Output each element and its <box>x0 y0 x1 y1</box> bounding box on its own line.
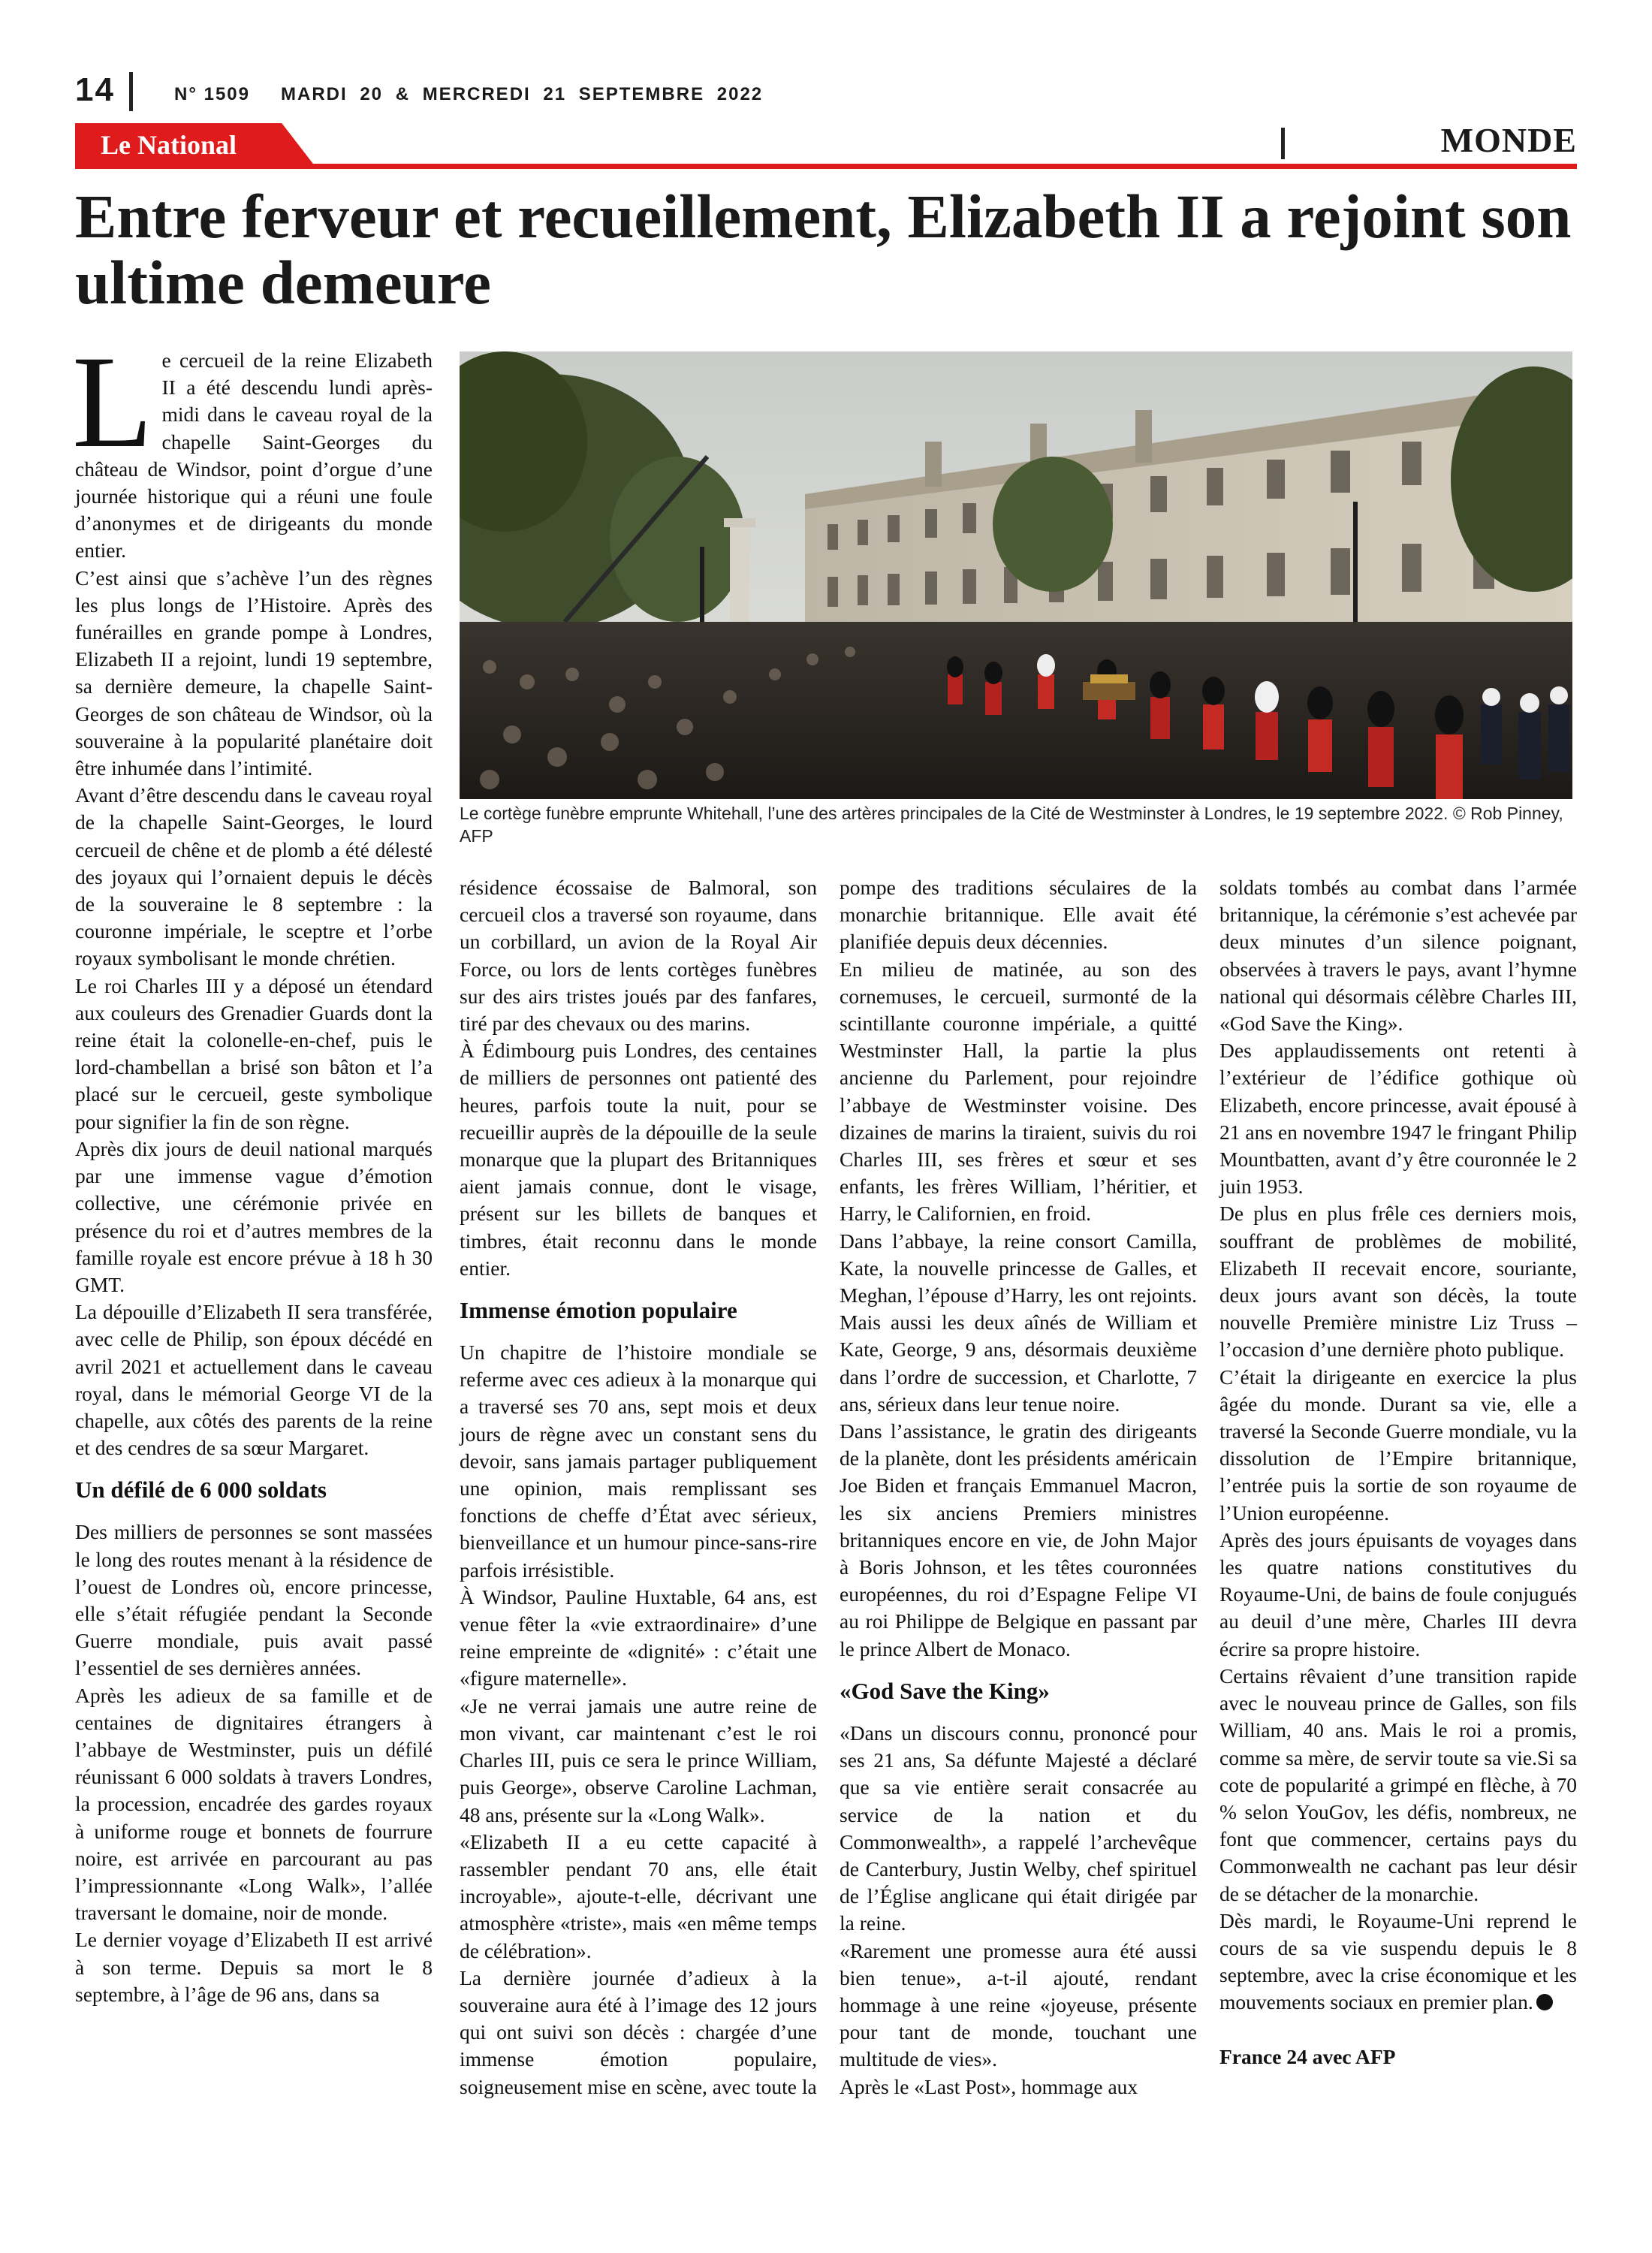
paragraph: Des milliers de personnes se sont massées le long des routes menant à la résidence de l’ouest de Londres où, encore princesse, elle s’était réfugiée pendant la Seconde Guerre mondiale, puis avait passé l’essentiel de ses dernières années. <box>75 1520 433 1680</box>
header-rule <box>75 164 1577 169</box>
paragraph: Avant d’être descendu dans le caveau royal de la chapelle Saint-Georges, le lourd cercueil de chêne et de plomb a été délesté des joyaux qui l’ornaient depuis le décès de la souveraine le 8 septembre : la couronne impériale, le sceptre et l’orbe royaux symbolisant le monde chrétien. <box>75 783 433 970</box>
paragraph: Après les adieux de sa famille et de centaines de dignitaires étrangers à l’abbaye de Westminster, puis un défilé réunissant 6 000 soldats à travers Londres, la procession, encadrée des gardes royaux à uniforme rouge et bonnets de fourrure noire, est arrivée en parcourant au pas l’impressionnante «Long Walk», l’allée traversant le domaine, noir de monde. <box>75 1683 433 1925</box>
paragraph: Un chapitre de l’histoire mondiale se referme avec ces adieux à la monarque qui a traversé ses 70 ans, sept mois et deux jours de règne avec un constant sens du devoir, sans jamais partager publiquement une opinion, mais remplissant ses fonctions de cheffe d’État avec sérieux, bienveillance et un humour pince-sans-rire parfois irrésistible. <box>460 1341 817 1582</box>
subheading: Immense émotion populaire <box>460 1297 737 1324</box>
issue-number: N° 1509 <box>174 84 250 104</box>
final-paragraph <box>1219 1908 1577 2016</box>
end-of-article-icon <box>1536 1994 1553 2010</box>
paragraph: résidence écossaise de Balmoral, son cercueil clos a traversé son royaume, dans un corbillard, un avion de la Royal Air Force, ou lors de lents cortèges funèbres sur des airs tristes joués par des fanfares, tiré par des chevaux ou des marins. <box>460 876 817 1036</box>
paragraph: soldats tombés au combat dans l’armée britannique, la cérémonie s’est achevée par deux minutes d’un silence poignant, observées à travers le pays, avant l’hymne national qui désormais célèbre Charles III, «God Save the King». <box>1219 876 1577 1036</box>
paragraph: «Elizabeth II a eu cette capacité à rassembler pendant 70 ans, elle était incroyable», ajoute-t-elle, décrivant une atmosphère «triste», mais «en même temps de célébration». <box>460 1829 817 1962</box>
dateline: MARDI 20 & MERCREDI 21 SEPTEMBRE 2022 <box>281 84 764 104</box>
subheading: Un défilé de 6 000 soldats <box>75 1476 327 1504</box>
photo-caption: Le cortège funèbre emprunte Whitehall, l’une des artères principales de la Cité de Westminster à Londres, le 19 septembre 2022. © Rob Pinney, AFP <box>460 804 1563 846</box>
paragraph: Certains rêvaient d’une transition rapide avec le nouveau prince de Galles, son fils William, 40 ans. Mais le roi a promis, comme sa mère, de servir toute sa vie.Si sa cote de popularité a grimpé en flèche, à 70 % selon YouGov, les défis, nombreux, ne font que commencer, certains pays du Commonwealth ne cachant pas leur désir de se détacher de la monarchie. <box>1219 1663 1577 1905</box>
paragraph: En milieu de matinée, au son des cornemuses, le cercueil, surmonté de la scintillante couronne impériale, a quitté Westminster Hall, la partie la plus ancienne du Parlement, pour rejoindre l’abbaye de Westminster voisine. Des dizaines de marins la tiraient, suivis du roi Charles III, ses frères et sœur et ses enfants, les frères William, l’héritier, et Harry, le Californien, en froid. <box>840 957 1197 1226</box>
article-byline: France 24 avec AFP <box>1219 2044 1396 2068</box>
paragraph: La dernière journée d’adieux à la souveraine aura été à l’image des 12 jours qui ont suivi son décès : chargée d’une immense émotion populaire, soigneusement mise en scène, avec toute la <box>460 1965 817 2098</box>
paragraph: Après des jours épuisants de voyages dans les quatre nations constitutives du Royaume-Uni, de bains de foule conjugués au deuil d’une mère, Charles III devra écrire sa propre histoire. <box>1219 1528 1577 1660</box>
lead-text: e cercueil de la reine Elizabeth II a été descendu lundi après-midi dans le caveau royal de la chapelle Saint-Georges du château de Windsor, point d’orgue d’une journée historique qui a réuni une foule d’anonymes et de dirigeants du monde entier. <box>75 348 433 562</box>
paragraph: Des applaudissements ont retenti à l’extérieur de l’édifice gothique où Elizabeth, encore princesse, avait épousé à 21 ans en novembre 1947 le fringant Philip Mountbatten, avant d’y être couronnée le 2 juin 1953. <box>1219 1039 1577 1199</box>
paragraph: Dans l’abbaye, la reine consort Camilla, Kate, la nouvelle princesse de Galles, et Meghan, l’épouse d’Harry, les ont rejoints. Mais aussi les deux aînés de William et Kate, George, 9 ans, désormais deuxième dans l’ordre de succession, et Charlotte, 7 ans, sérieux dans leur tenue noire. <box>840 1229 1197 1416</box>
paragraph: «Je ne verrai jamais une autre reine de mon vivant, car maintenant c’est le roi Charles III, puis ce sera le prince William, puis George», observe Caroline Lachman, 48 ans, présente sur la «Long Walk». <box>460 1694 817 1826</box>
paragraph: Le roi Charles III y a déposé un étendard aux couleurs des Grenadier Guards dont la reine était la colonelle-en-chef, puis le lord-chambellan a brisé son bâton et l’a placé sur le cercueil, geste symbolique pour signifier la fin de son règne. <box>75 973 433 1133</box>
paragraph: Le dernier voyage d’Elizabeth II est arrivé à son terme. Depuis sa mort le 8 septembre, à l’âge de 96 ans, dans sa <box>75 1928 433 2006</box>
section-divider <box>1281 128 1285 159</box>
procession-photo <box>460 351 1572 799</box>
article-column-1 <box>72 329 433 2008</box>
paragraph: À Édimbourg puis Londres, des centaines de milliers de personnes ont patienté des heures, parfois toute la nuit, pour se recueillir auprès de la dépouille de la seule monarque que la plupart des Britanniques aient jamais connue, dont le visage, présent sur les billets de banques et timbres, était reconnu dans le monde entier. <box>460 1039 817 1280</box>
paragraph: À Windsor, Pauline Huxtable, 64 ans, est venue fêter la «vie extraordinaire» d’une reine empreinte de «dignité» : c’était une «figure maternelle». <box>460 1585 817 1691</box>
paragraph: La dépouille d’Elizabeth II sera transférée, avec celle de Philip, son époux décédé en avril 2021 et actuellement dans le caveau royal, dans le mémorial George VI de la chapelle, aux côtés des parents de la reine et des cendres de sa sœur Margaret. <box>75 1300 433 1460</box>
page-number: 14 <box>75 71 115 108</box>
brand-label: Le National <box>101 130 237 160</box>
paragraph: De plus en plus frêle ces derniers mois, souffrant de problèmes de mobilité, Elizabeth II recevait encore, souriante, deux jours avant son décès, la toute nouvelle Première ministre Liz Truss – l’occasion d’une dernière photo publique. <box>1219 1202 1577 1362</box>
paragraph: «Rarement une promesse aura été aussi bien tenue», a-t-il ajouté, rendant hommage à une reine «joyeuse, présente pour tant de monde, touchant une multitude de vies». <box>840 1938 1197 2071</box>
article-headline: Entre ferveur et recueillement, Elizabeth II a rejoint son ultime demeure <box>75 182 1572 317</box>
article-photo <box>460 351 1572 799</box>
paragraph: Après dix jours de deuil national marqués par une immense vague d’émotion collective, une cérémonie privée en présence du roi et d’autres membres de la famille royale est encore prévue à 18 h 30 GMT. <box>75 1136 433 1296</box>
page-number-divider <box>129 72 133 111</box>
paragraph: «Dans un discours connu, prononcé pour ses 21 ans, Sa défunte Majesté a déclaré que sa vie entière serait consacrée au service de la nation et du Commonwealth», a rappelé l’archevêque de Canterbury, Justin Welby, chef spirituel de l’Église anglicane qui était dirigée par la reine. <box>840 1721 1197 1935</box>
subheading: «God Save the King» <box>840 1677 1050 1704</box>
paragraph: C’était la dirigeante en exercice la plus âgée du monde. Durant sa vie, elle a traversé la Seconde Guerre mondiale, vu la dissolution de l’Empire britannique, l’entrée puis la sortie de son royaume de l’Union européenne. <box>1219 1365 1577 1525</box>
paragraph: Dans l’assistance, le gratin des dirigeants de la planète, dont les présidents américain Joe Biden et français Emmanuel Macron, les six anciens Premiers ministres britanniques encore en vie, de John Major à Boris Johnson, et les têtes couronnées européennes, du roi d’Espagne Felipe VI au roi Philippe de Belgique en passant par le prince Albert de Monaco. <box>840 1419 1197 1660</box>
article-column-4 <box>1219 874 1577 2071</box>
paragraph: Après le «Last Post», hommage aux <box>840 2074 1138 2098</box>
article-column-3 <box>840 874 1197 2101</box>
section-label: MONDE <box>1440 121 1577 159</box>
lead-paragraph <box>72 329 433 565</box>
paragraph: C’est ainsi que s’achève l’un des règnes les plus longs de l’Histoire. Après des funérailles en grande pompe à Londres, Elizabeth II a rejoint, lundi 19 septembre, sa dernière demeure, la chapelle Saint-Georges de son château de Windsor, où la souveraine à la popularité planétaire doit être inhumée dans l’intimité. <box>75 566 433 780</box>
drop-cap: L <box>72 329 153 475</box>
final-text: Dès mardi, le Royaume-Uni reprend le cours de sa vie suspendu depuis le 8 septembre, avec la crise économique et les mouvements sociaux en premier plan. <box>1219 1908 1577 2014</box>
paragraph: pompe des traditions séculaires de la monarchie britannique. Elle avait été planifiée depuis deux décennies. <box>840 876 1197 954</box>
article-column-2 <box>460 874 817 2101</box>
